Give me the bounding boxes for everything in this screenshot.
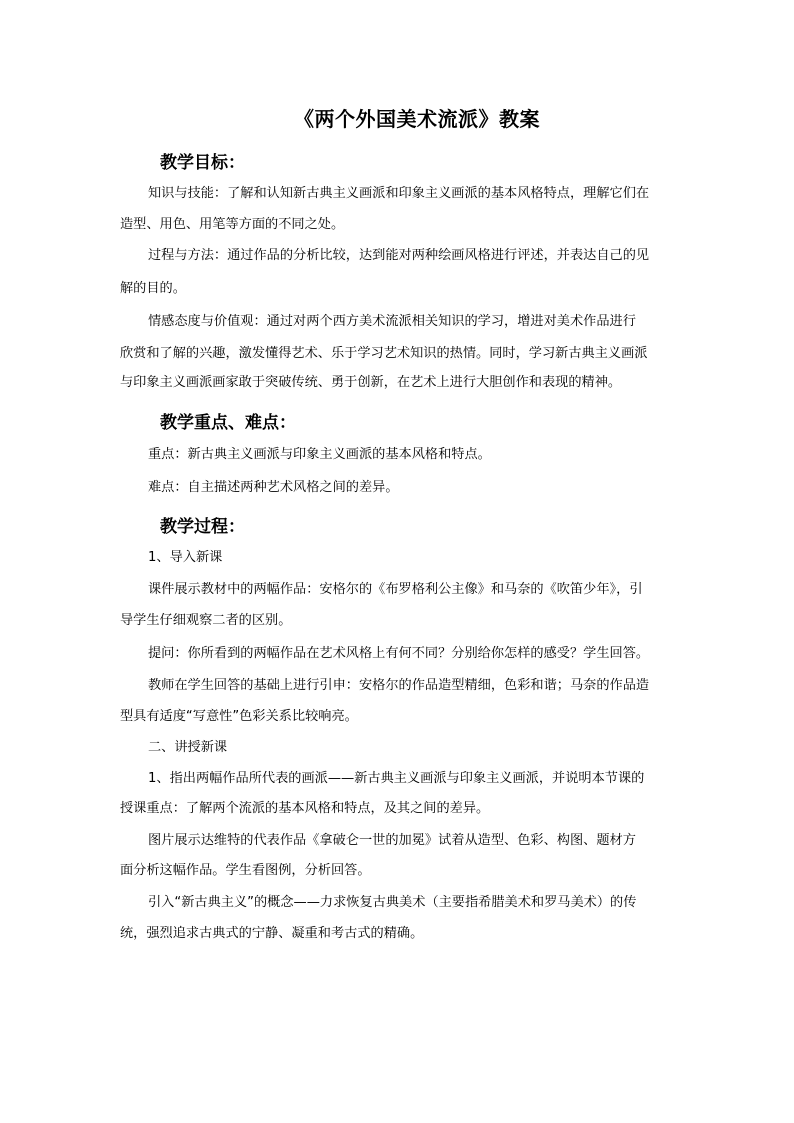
paragraph-line: 授课重点：了解两个流派的基本风格和特点，及其之间的差异。: [120, 801, 490, 816]
paragraph-line: 课件展示教材中的两幅作品：安格尔的《布罗格利公主像》和马奈的《吹笛少年》，引: [148, 582, 643, 597]
paragraph-line: 面分析这幅作品。学生看图例，分析回答。: [120, 863, 371, 878]
paragraph-line: 知识与技能：了解和认知新古典主义画派和印象主义画派的基本风格特点，理解它们在: [148, 186, 650, 201]
section-heading-objectives: 教学目标：: [160, 153, 245, 173]
paragraph-line: 重点：新古典主义画派与印象主义画派的基本风格和特点。: [148, 447, 491, 462]
section-heading-process: 教学过程：: [160, 517, 245, 537]
paragraph-line: 统，强烈追求古典式的宁静、凝重和考古式的精确。: [120, 926, 424, 941]
paragraph-line: 过程与方法：通过作品的分析比较，达到能对两种绘画风格进行评述，并表达自己的见: [148, 248, 650, 263]
paragraph-line: 引入“新古典主义”的概念——力求恢复古典美术（主要指希腊美术和罗马美术）的传: [148, 895, 637, 910]
paragraph-line: 图片展示达维特的代表作品《拿破仑一世的加冕》试着从造型、色彩、构图、题材方: [148, 833, 636, 848]
paragraph-line: 情感态度与价值观：通过对两个西方美术流派相关知识的学习，增进对美术作品进行: [148, 314, 636, 329]
paragraph-line: 欣赏和了解的兴趣，激发懂得艺术、乐于学习艺术知识的热情。同时，学习新古典主义画派: [120, 346, 648, 361]
document-title: 《两个外国美术流派》教案: [294, 107, 540, 131]
paragraph-line: 提问：你所看到的两幅作品在艺术风格上有何不同？分别给你怎样的感受？学生回答。: [148, 646, 650, 661]
paragraph-line: 造型、用色、用笔等方面的不同之处。: [120, 217, 345, 232]
paragraph-line: 1、指出两幅作品所代表的画派——新古典主义画派与印象主义画派，并说明本节课的: [148, 771, 645, 786]
paragraph-line: 解的目的。: [120, 281, 186, 296]
paragraph-line: 教师在学生回答的基础上进行引申：安格尔的作品造型精细，色彩和谐；马奈的作品造: [148, 678, 650, 693]
paragraph-line: 导学生仔细观察二者的区别。: [120, 613, 292, 628]
section-heading-key-points: 教学重点、难点：: [160, 413, 296, 433]
paragraph-line: 型具有适度“写意性”色彩关系比较响亮。: [120, 709, 358, 724]
paragraph-line: 难点：自主描述两种艺术风格之间的差异。: [148, 480, 399, 495]
paragraph-line: 与印象主义画派画家敢于突破传统、勇于创新，在艺术上进行大胆创作和表现的精神。: [120, 375, 622, 390]
paragraph-line: 1、导入新课: [148, 550, 223, 565]
paragraph-line: 二、讲授新课: [148, 740, 228, 755]
